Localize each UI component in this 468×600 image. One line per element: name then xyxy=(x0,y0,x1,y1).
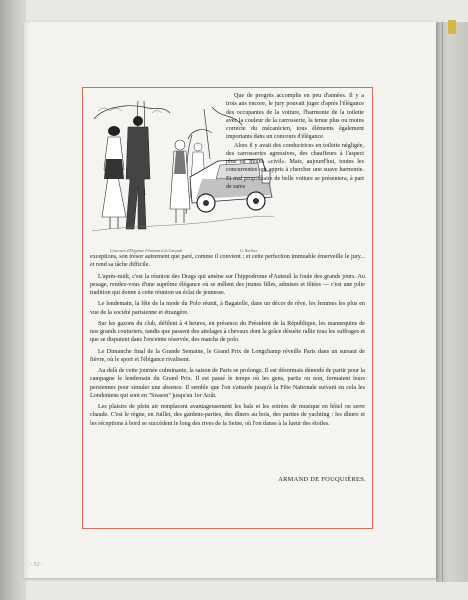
paragraph: Au delà de cette journée culminante, la saison de Paris se prolonge. Il est désormais démodé de partir pour la campagne le lendemain du Grand Prix. Il est passé le temps où les gens, partis ou non, fermaient leurs persiennes pour simuler une absence. Il semble que l'on s'attarde jusqu'à la Fête Nationale suivant en cela les Londoniens qui sont en "Season" jusqu'au 1er Août. xyxy=(90,368,365,399)
next-page-edge xyxy=(436,22,468,582)
right-column-text xyxy=(226,92,364,191)
paragraph: Les plaisirs de plein air remplacent avantageusement les bals et les soirées de musique en hôtel ou serre chaude. C'est le règne, en Juillet, des gardens-parties, des dîners au bois, des parties de yachting : les dîners et les réceptions à bord se succèdent le long des rives de la Seine, où l'on danse à la lueur des étoiles. xyxy=(90,404,365,427)
paragraph: Alors il y avait des conductrices en toilette négligée, des carrosseries agressives, des chauffeurs à l'aspect plus ou moins «civil». Mais, aujourd'hui, toutes les concurrentes ont appris à chercher une suave harmonie. Et mal propriétaire de belle voiture se présentera, à part de rares xyxy=(226,142,364,190)
paragraph: Le lendemain, la fête de la mode du Polo réunit, à Bagatelle, dans un décor de rêve, les femmes les plus en vue de la société parisienne et étrangère. xyxy=(90,301,365,316)
paragraph: Sur les gazons du club, défilent à 4 heures, en présence du Président de la République, les mannequins de nos grands couturiers, tandis que passent des attelages à chevaux dont la grâce désuète rallie tous les suffrages et que se disputent dans l'enceinte réservée, des matchs de polo. xyxy=(90,320,365,344)
illustration-artist: G. Barbier xyxy=(240,248,258,253)
paragraph: Le Dimanche final de la Grande Semaine, le Grand Prix de Longchamp réveille Paris dans un sursaut de fièvre, où le sport et l'élégance rivalisent. xyxy=(90,348,365,363)
page-number: - 52 - xyxy=(30,562,43,568)
body-text xyxy=(90,253,365,431)
paragraph: L'après-midi, c'est la réunion des Drags qui amène sur l'hippodrome d'Auteuil la foule des grands jours. Au pesage, rendez-vous d'une suprême élégance où se mêlent des jeunes filles, admises et fêtées — c'est une jolie tradition qui donne à cette réunion un éclat de jeunesse. xyxy=(90,273,365,296)
author-signature: ARMAND DE FOUQUIÈRES. xyxy=(278,476,366,483)
illustration-caption: Concours d'Elégance Féminine à la Cascade. xyxy=(110,248,184,253)
paragraph: Que de progrès accomplis en peu d'années. Il y a trois ans encore, le jury pouvait juger d'après l'élégance des occupantes de la voiture, l'harmonie de la toilette avec la couleur de la carrosserie, la tenue plus ou moins correcte du mécanicien, tous éléments également importants dans un concours d'élégance. xyxy=(226,93,364,141)
page-tab-marker xyxy=(448,20,456,34)
paragraph-continuation: exceptions, son trésor autrement que paré, comme il convient ; et cette perfection immuable émerveille le jury... et rend sa tâche difficile. xyxy=(90,254,365,269)
book-binding xyxy=(0,0,26,600)
